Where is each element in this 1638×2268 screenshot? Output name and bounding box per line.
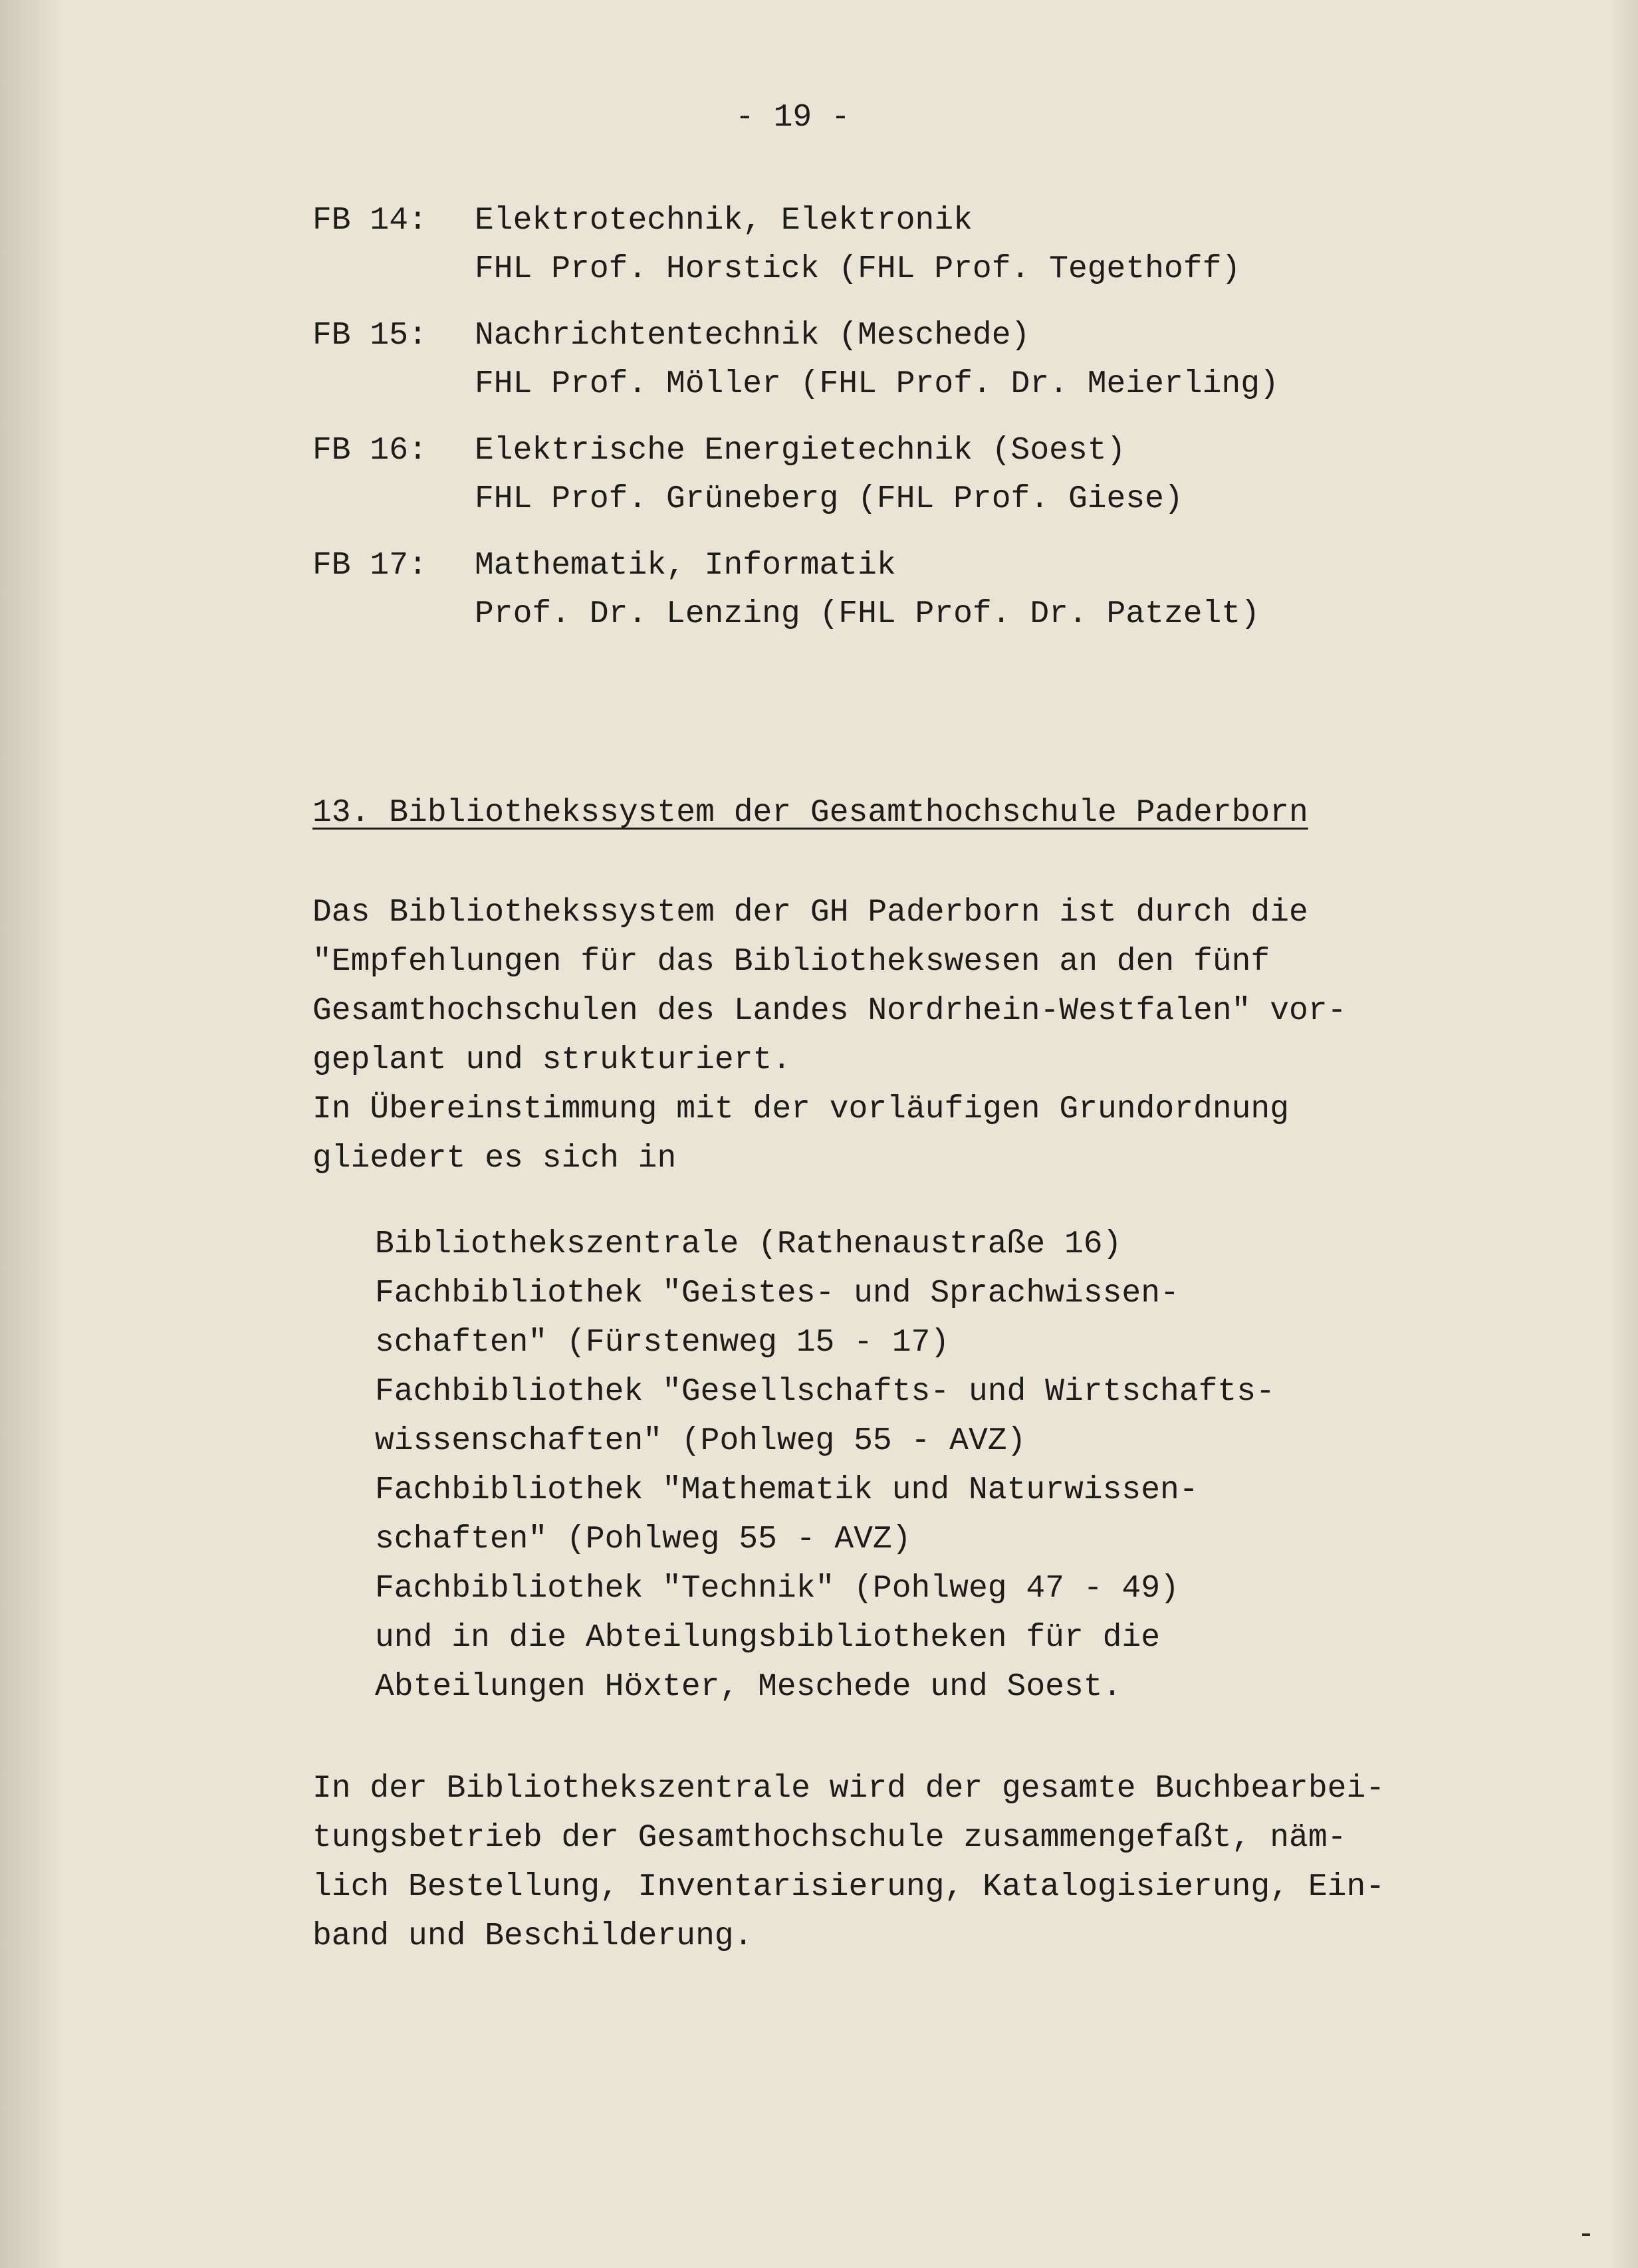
faculty-officers: FHL Prof. Horstick (FHL Prof. Tegethoff) xyxy=(475,251,1241,287)
library-list-line: schaften" (Fürstenweg 15 - 17) xyxy=(375,1325,950,1361)
faculty-subject: Elektrische Energietechnik (Soest) xyxy=(475,433,1126,469)
faculty-officers: FHL Prof. Möller (FHL Prof. Dr. Meierling) xyxy=(475,366,1279,402)
paragraph-line: Das Bibliothekssystem der GH Paderborn ist durch die xyxy=(312,895,1308,931)
faculty-subject: Elektrotechnik, Elektronik xyxy=(475,203,973,239)
paragraph-line: In der Bibliothekszentrale wird der gesamte Buchbearbei- xyxy=(312,1771,1385,1807)
paragraph-line: lich Bestellung, Inventarisierung, Katalogisierung, Ein- xyxy=(312,1869,1385,1905)
library-list-line: Fachbibliothek "Mathematik und Naturwissen- xyxy=(375,1472,1199,1508)
faculty-subject: Nachrichtentechnik (Meschede) xyxy=(475,318,1030,354)
library-list-line: schaften" (Pohlweg 55 - AVZ) xyxy=(375,1522,911,1557)
section-heading: 13. Bibliothekssystem der Gesamthochschule Paderborn xyxy=(312,795,1308,831)
faculty-subject: Mathematik, Informatik xyxy=(475,548,896,584)
library-list-line: Fachbibliothek "Geistes- und Sprachwissen- xyxy=(375,1276,1179,1311)
library-list-line: Abteilungen Höxter, Meschede und Soest. xyxy=(375,1669,1122,1705)
faculty-code: FB 17: xyxy=(312,548,427,584)
faculty-code: FB 15: xyxy=(312,318,427,354)
library-list-line: Fachbibliothek "Gesellschafts- und Wirtschafts- xyxy=(375,1374,1275,1410)
library-list-line: Bibliothekszentrale (Rathenaustraße 16) xyxy=(375,1226,1122,1262)
library-list-line: und in die Abteilungsbibliotheken für die xyxy=(375,1620,1160,1656)
paragraph-line: band und Beschilderung. xyxy=(312,1918,753,1954)
paragraph-line: In Übereinstimmung mit der vorläufigen Grundordnung xyxy=(312,1091,1290,1127)
paragraph-line: "Empfehlungen für das Bibliothekswesen an den fünf xyxy=(312,944,1270,980)
faculty-code: FB 14: xyxy=(312,203,427,239)
paragraph-line: tungsbetrieb der Gesamthochschule zusammengefaßt, näm- xyxy=(312,1820,1347,1856)
library-list-line: wissenschaften" (Pohlweg 55 - AVZ) xyxy=(375,1423,1026,1459)
faculty-officers: Prof. Dr. Lenzing (FHL Prof. Dr. Patzelt) xyxy=(475,596,1260,632)
faculty-officers: FHL Prof. Grüneberg (FHL Prof. Giese) xyxy=(475,481,1183,517)
page-number: - 19 - xyxy=(735,100,850,136)
paragraph-line: Gesamthochschulen des Landes Nordrhein-Westfalen" vor- xyxy=(312,993,1347,1029)
corner-mark xyxy=(1582,2233,1590,2236)
paragraph-line: gliedert es sich in xyxy=(312,1141,677,1177)
paragraph-line: geplant und strukturiert. xyxy=(312,1042,792,1078)
faculty-code: FB 16: xyxy=(312,433,427,469)
library-list-line: Fachbibliothek "Technik" (Pohlweg 47 - 49) xyxy=(375,1571,1179,1607)
